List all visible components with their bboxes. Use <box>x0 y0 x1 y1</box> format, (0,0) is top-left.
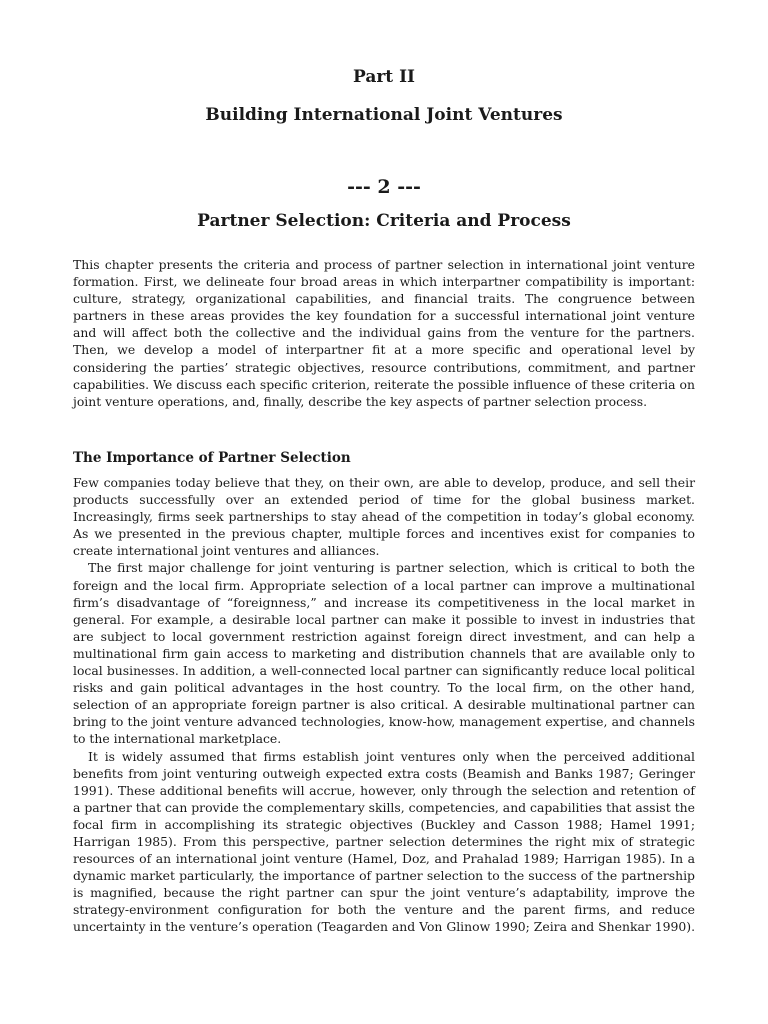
section-paragraph-3: It is widely assumed that firms establish joint ventures only when the perceived additional benefits from joint venturing outweigh expected extra costs (Beamish and Banks 1987; Geringer 1991). These additional benefits will accrue, however, only through the selection and retention of a partner that can provide the complementary skills, competencies, and capabilities that assist the focal firm in accomplishing its strategic objectives (Buckley and Casson 1988; Hamel 1991; Harrigan 1985). From this perspective, partner selection determines the right mix of strategic resources of an international joint venture (Hamel, Doz, and Prahalad 1989; Harrigan 1985). In a dynamic market particularly, the importance of partner selection to the success of the partnership is magnified, because the right partner can spur the joint venture’s adaptability, improve the strategy-environment configuration for both the venture and the parent firms, and reduce uncertainty in the venture’s operation (Teagarden and Von Glinow 1990; Zeira and Shenkar 1990). <box>73 748 696 935</box>
section-paragraph-2: The first major challenge for joint venturing is partner selection, which is critical to both the foreign and the local firm. Appropriate selection of a local partner can improve a multinational firm’s disadvantage of “foreignness,” and increase its competitiveness in the local market in general. For example, a desirable local partner can make it possible to invest in industries that are subject to local government restriction against foreign direct investment, and can help a multinational firm gain access to marketing and distribution channels that are available only to local businesses. In addition, a well-connected local partner can significantly reduce local political risks and gain political advantages in the host country. To the local firm, on the other hand, selection of an appropriate foreign partner is also critical. A desirable multinational partner can bring to the joint venture advanced technologies, know-how, management expertise, and channels to the international marketplace. <box>73 560 695 747</box>
chapter-number: --- 2 --- <box>347 176 421 198</box>
part-title: Building International Joint Ventures <box>205 105 563 125</box>
part-label: Part II <box>353 67 415 87</box>
section-body <box>73 474 695 936</box>
section-paragraph-1: Few companies today believe that they, on their own, are able to develop, produce, and sell their products successfully over an extended period of time for the global business market. Increasingly, firms seek partnerships to stay ahead of the competition in today’s global economy. As we presented in the previous chapter, multiple forces and incentives exist for companies to create international joint ventures and alliances. <box>73 475 695 559</box>
section-heading: The Importance of Partner Selection <box>73 450 351 466</box>
chapter-title: Partner Selection: Criteria and Process <box>197 211 571 231</box>
intro-paragraph: This chapter presents the criteria and process of partner selection in international joint venture formation. First, we delineate four broad areas in which interpartner compatibility is important: culture, strategy, organizational capabilities, and financial traits. The congruence between partners in these areas provides the key foundation for a successful international joint venture and will affect both the collective and the individual gains from the venture for the partners. Then, we develop a model of interpartner fit at a more specific and operational level by considering the parties’ strategic objectives, resource contributions, commitment, and partner capabilities. We discuss each specific criterion, reiterate the possible influence of these criteria on joint venture operations, and, finally, describe the key aspects of partner selection process. <box>73 257 695 409</box>
